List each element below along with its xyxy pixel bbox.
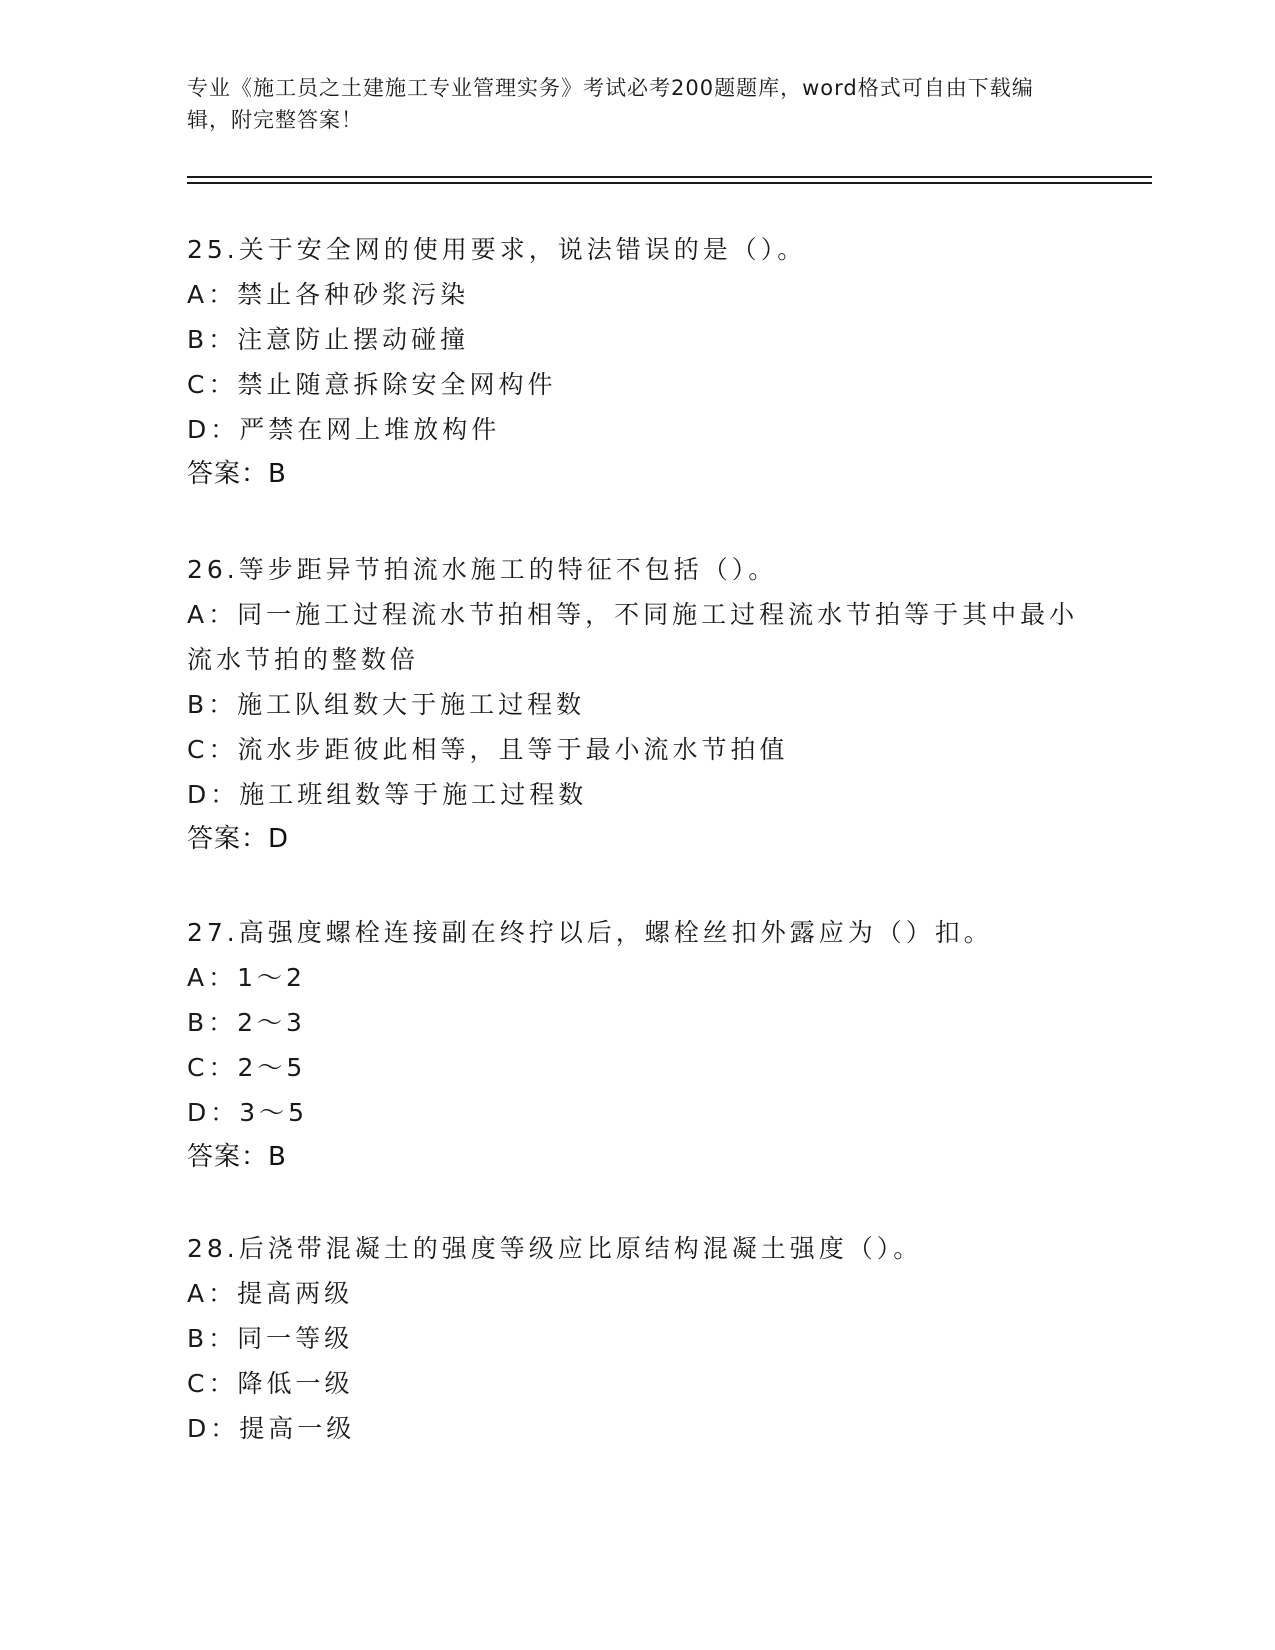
option-b: B：注意防止摆动碰撞 xyxy=(187,325,470,354)
question-stem: 26.等步距异节拍流水施工的特征不包括（）。 xyxy=(187,555,778,584)
question-stem: 28.后浇带混凝土的强度等级应比原结构混凝土强度（）。 xyxy=(187,1234,923,1263)
option-c: C：禁止随意拆除安全网构件 xyxy=(187,370,557,399)
option-d: D：提高一级 xyxy=(187,1414,356,1443)
option-c: C：2～5 xyxy=(187,1053,307,1082)
option-d: D：严禁在网上堆放构件 xyxy=(187,415,501,444)
question-stem: 25.关于安全网的使用要求，说法错误的是（）。 xyxy=(187,235,807,264)
option-a: A：提高两级 xyxy=(187,1279,354,1308)
question-25 xyxy=(187,227,1087,497)
header-divider-top xyxy=(187,176,1152,178)
document-header: 专业《施工员之土建施工专业管理实务》考试必考200题题库，word格式可自由下载编辑，附完整答案！ xyxy=(187,76,1034,132)
question-27 xyxy=(187,910,1087,1180)
option-d: D：3～5 xyxy=(187,1098,309,1127)
option-d: D：施工班组数等于施工过程数 xyxy=(187,780,588,809)
option-a: A：同一施工过程流水节拍相等，不同施工过程流水节拍等于其中最小流水节拍的整数倍 xyxy=(187,600,1079,674)
option-a: A：1～2 xyxy=(187,963,306,992)
question-26 xyxy=(187,547,1087,862)
option-b: B：施工队组数大于施工过程数 xyxy=(187,690,586,719)
option-a: A：禁止各种砂浆污染 xyxy=(187,280,470,309)
option-b: B：同一等级 xyxy=(187,1324,354,1353)
answer-label: 答案：D xyxy=(187,824,290,854)
answer-label: 答案：B xyxy=(187,459,287,489)
option-c: C：流水步距彼此相等，且等于最小流水节拍值 xyxy=(187,735,789,764)
answer-label: 答案：B xyxy=(187,1142,287,1172)
option-c: C：降低一级 xyxy=(187,1369,354,1398)
question-28 xyxy=(187,1226,1087,1451)
header-divider-bottom xyxy=(187,182,1152,184)
option-b: B：2～3 xyxy=(187,1008,306,1037)
question-stem: 27.高强度螺栓连接副在终拧以后，螺栓丝扣外露应为（）扣。 xyxy=(187,918,993,947)
